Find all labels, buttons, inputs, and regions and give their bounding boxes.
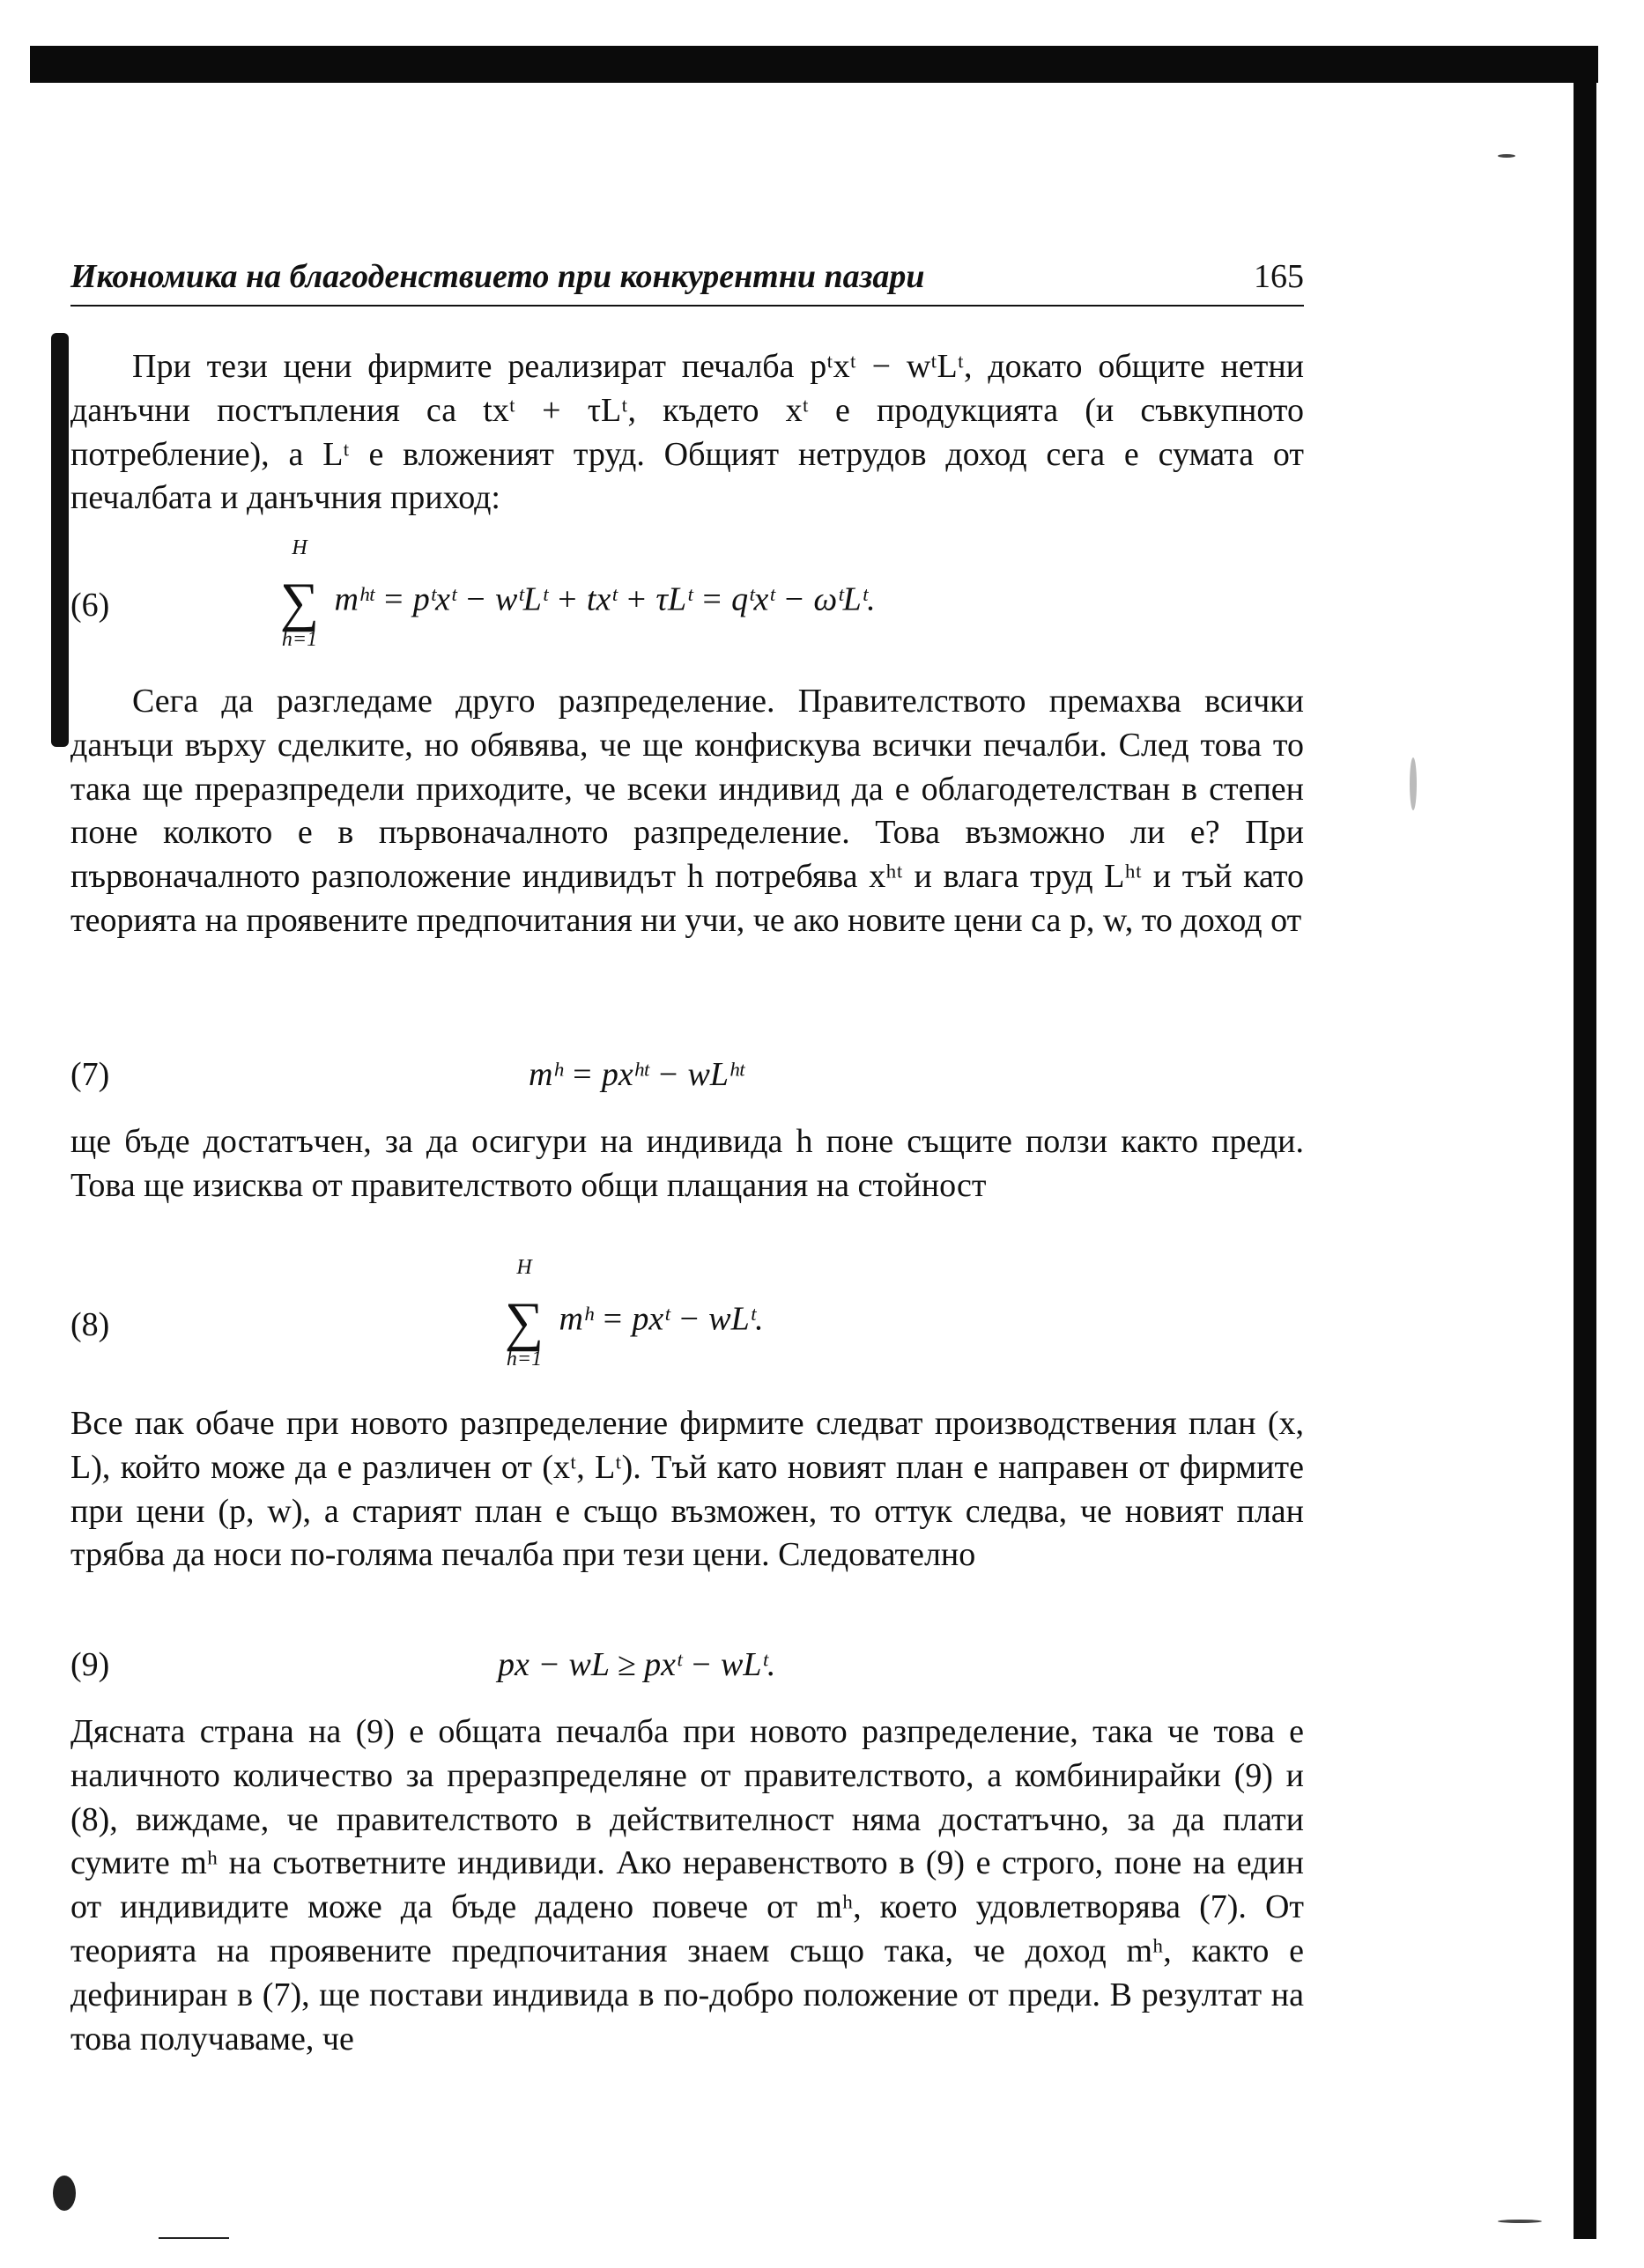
page-number: 165 [1254, 258, 1304, 295]
summation-sign: H ∑ h=1 [498, 1295, 551, 1349]
paragraph: ще бъде достатъчен, за да осигури на индивида h поне същите ползи както преди. Това ще изисква от правителството общи плащания на стойност [70, 1123, 1304, 1204]
equation-7 [70, 1055, 1304, 1108]
paragraph-block [70, 1402, 1304, 1577]
equation-6 [70, 536, 1304, 665]
running-title: Икономика на благоденствието при конкурентни пазари [70, 258, 925, 295]
paragraph: Сега да разгледаме друго разпределение. Правителството премахва всички данъци върху сделките, но обявява, че ще конфискува всички печалби. След това то така ще преразпредели приходите, че всеки индивид да е облагодетелстван в степен поне колкото е в първоначалното разпределение. Това възможно ли е? При първоначалното разположение индивидът h потребява xʰᵗ и влага труд Lʰᵗ и тъй като теорията на проявените предпочитания ни учи, че ако новите цени са p, w, то доход от [70, 683, 1304, 939]
equation-number: (8) [70, 1306, 110, 1343]
scan-speck [1498, 154, 1515, 158]
footer-rule [159, 2237, 229, 2239]
paragraph-block [70, 1710, 1304, 2061]
scan-speck [1410, 757, 1417, 810]
equation-body [273, 536, 876, 651]
scan-border-right [1574, 46, 1596, 2239]
equation-number: (9) [70, 1646, 110, 1683]
equation-number: (6) [70, 587, 110, 624]
scan-speck [53, 2176, 76, 2211]
summation-sign: H ∑ h=1 [273, 575, 326, 630]
equation-9 [70, 1645, 1304, 1698]
equation-body [498, 1256, 764, 1370]
sum-upper-limit: H [292, 536, 307, 559]
sum-lower-limit: h=1 [506, 1348, 543, 1370]
sum-upper-limit: H [516, 1256, 532, 1279]
equation-expression: mʰᵗ = pᵗxᵗ − wᵗLᵗ + txᵗ + τLᵗ = qᵗxᵗ − ωᵗLᵗ. [334, 580, 876, 618]
sum-lower-limit: h=1 [281, 628, 318, 651]
paragraph-block [70, 1120, 1304, 1208]
equation-expression: mʰ = pxᵗ − wLᵗ. [559, 1300, 764, 1338]
equation-number: (7) [70, 1056, 110, 1093]
equation-expression: mʰ = pxʰᵗ − wLʰᵗ [529, 1056, 744, 1093]
equation-8 [70, 1256, 1304, 1383]
scan-mark-left [51, 333, 69, 747]
paragraph: Дясната страна на (9) е общата печалба при новото разпределение, така че това е наличното количество за преразпределяне от правителството, а комбинирайки (9) и (8), виждаме, че правителството в действителност няма достатъчно, за да плати сумите mʰ на съответните индивиди. Ако неравенството в (9) е строго, поне на един от индивидите може да бъде дадено повече от mʰ, което удовлетворява (7). От теорията на проявените предпочитания знаем също така, че доход mʰ, както е дефиниран в (7), ще постави индивида в по-добро положение от преди. В резултат на това получаваме, че [70, 1713, 1304, 2057]
running-head [70, 255, 1304, 307]
paragraph-block [70, 345, 1304, 521]
scan-speck [1498, 2220, 1542, 2223]
paragraph: Все пак обаче при новото разпределение фирмите следват производствения план (x, L), който може да е различен от (xᵗ, Lᵗ). Тъй като новият план е направен от фирмите при цени (p, w), а старият план е също възможен, то оттук следва, че новият план трябва да носи по-голяма печалба при тези цени. Следователно [70, 1405, 1304, 1574]
paragraph: При тези цени фирмите реализират печалба pᵗxᵗ − wᵗLᵗ, докато общите нетни данъчни постъпления са txᵗ + τLᵗ, където xᵗ е продукцията (и съвкупното потребление), а Lᵗ е вложеният труд. Общият нетрудов доход сега е сумата от печалбата и данъчния приход: [70, 348, 1304, 517]
scan-border-top [30, 46, 1598, 83]
equation-expression: px − wL ≥ pxᵗ − wLᵗ. [498, 1646, 776, 1683]
paragraph-block [70, 680, 1304, 943]
